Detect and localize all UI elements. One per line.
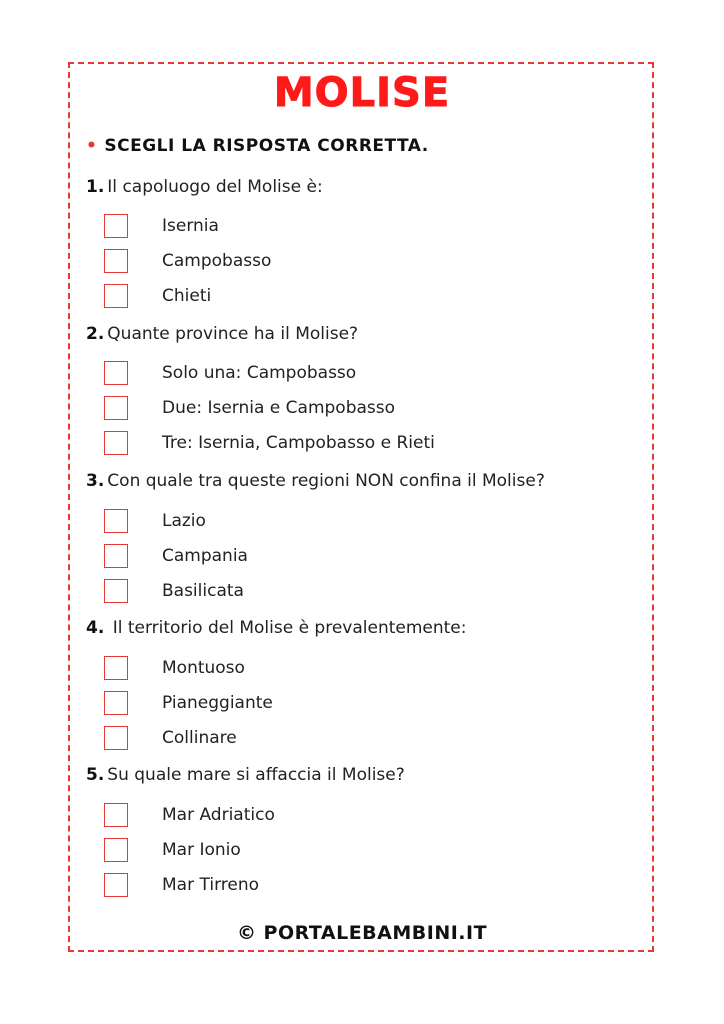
footer-credit: © PORTALEBAMBINI.IT (236, 922, 488, 944)
question-text: Il territorio del Molise è prevalentemente: (107, 618, 467, 638)
question-number: 4. (86, 618, 105, 638)
option-label: Mar Tirreno (162, 875, 260, 895)
checkbox[interactable] (104, 431, 128, 455)
checkbox[interactable] (104, 873, 128, 897)
question-number: 5. (86, 765, 105, 785)
option-label: Mar Adriatico (162, 805, 275, 825)
question-number: 2. (86, 324, 105, 344)
question-5 (86, 765, 405, 785)
checkbox[interactable] (104, 284, 128, 308)
question-4 (86, 618, 467, 638)
checkbox[interactable] (104, 691, 128, 715)
checkbox[interactable] (104, 656, 128, 680)
question-2 (86, 324, 358, 344)
option-label: Pianeggiante (162, 693, 273, 713)
checkbox[interactable] (104, 509, 128, 533)
question-number: 3. (86, 471, 105, 491)
question-text: Il capoluogo del Molise è: (107, 177, 323, 197)
option-label: Solo una: Campobasso (162, 363, 357, 383)
option-label: Collinare (162, 728, 237, 748)
question-number: 1. (86, 177, 105, 197)
checkbox[interactable] (104, 249, 128, 273)
option-label: Campobasso (162, 251, 272, 271)
option-label: Tre: Isernia, Campobasso e Rieti (162, 433, 435, 453)
checkbox[interactable] (104, 726, 128, 750)
option-label: Campania (162, 546, 248, 566)
checkbox[interactable] (104, 803, 128, 827)
bullet-icon: • (86, 136, 98, 156)
question-text: Con quale tra queste regioni NON confina il Molise? (107, 471, 545, 491)
checkbox[interactable] (104, 214, 128, 238)
checkbox[interactable] (104, 838, 128, 862)
option-label: Mar Ionio (162, 840, 241, 860)
question-3 (86, 471, 545, 491)
checkbox[interactable] (104, 579, 128, 603)
question-text: Su quale mare si affaccia il Molise? (107, 765, 405, 785)
option-label: Montuoso (162, 658, 245, 678)
question-text: Quante province ha il Molise? (107, 324, 359, 344)
question-1 (86, 177, 323, 197)
checkbox[interactable] (104, 361, 128, 385)
option-label: Basilicata (162, 581, 244, 601)
page-title: MOLISE (273, 70, 451, 116)
option-label: Lazio (162, 511, 206, 531)
instruction-text: SCEGLI LA RISPOSTA CORRETTA. (104, 136, 429, 156)
instruction (86, 136, 429, 156)
option-label: Chieti (162, 286, 212, 306)
checkbox[interactable] (104, 396, 128, 420)
option-label: Due: Isernia e Campobasso (162, 398, 396, 418)
option-label: Isernia (162, 216, 219, 236)
checkbox[interactable] (104, 544, 128, 568)
